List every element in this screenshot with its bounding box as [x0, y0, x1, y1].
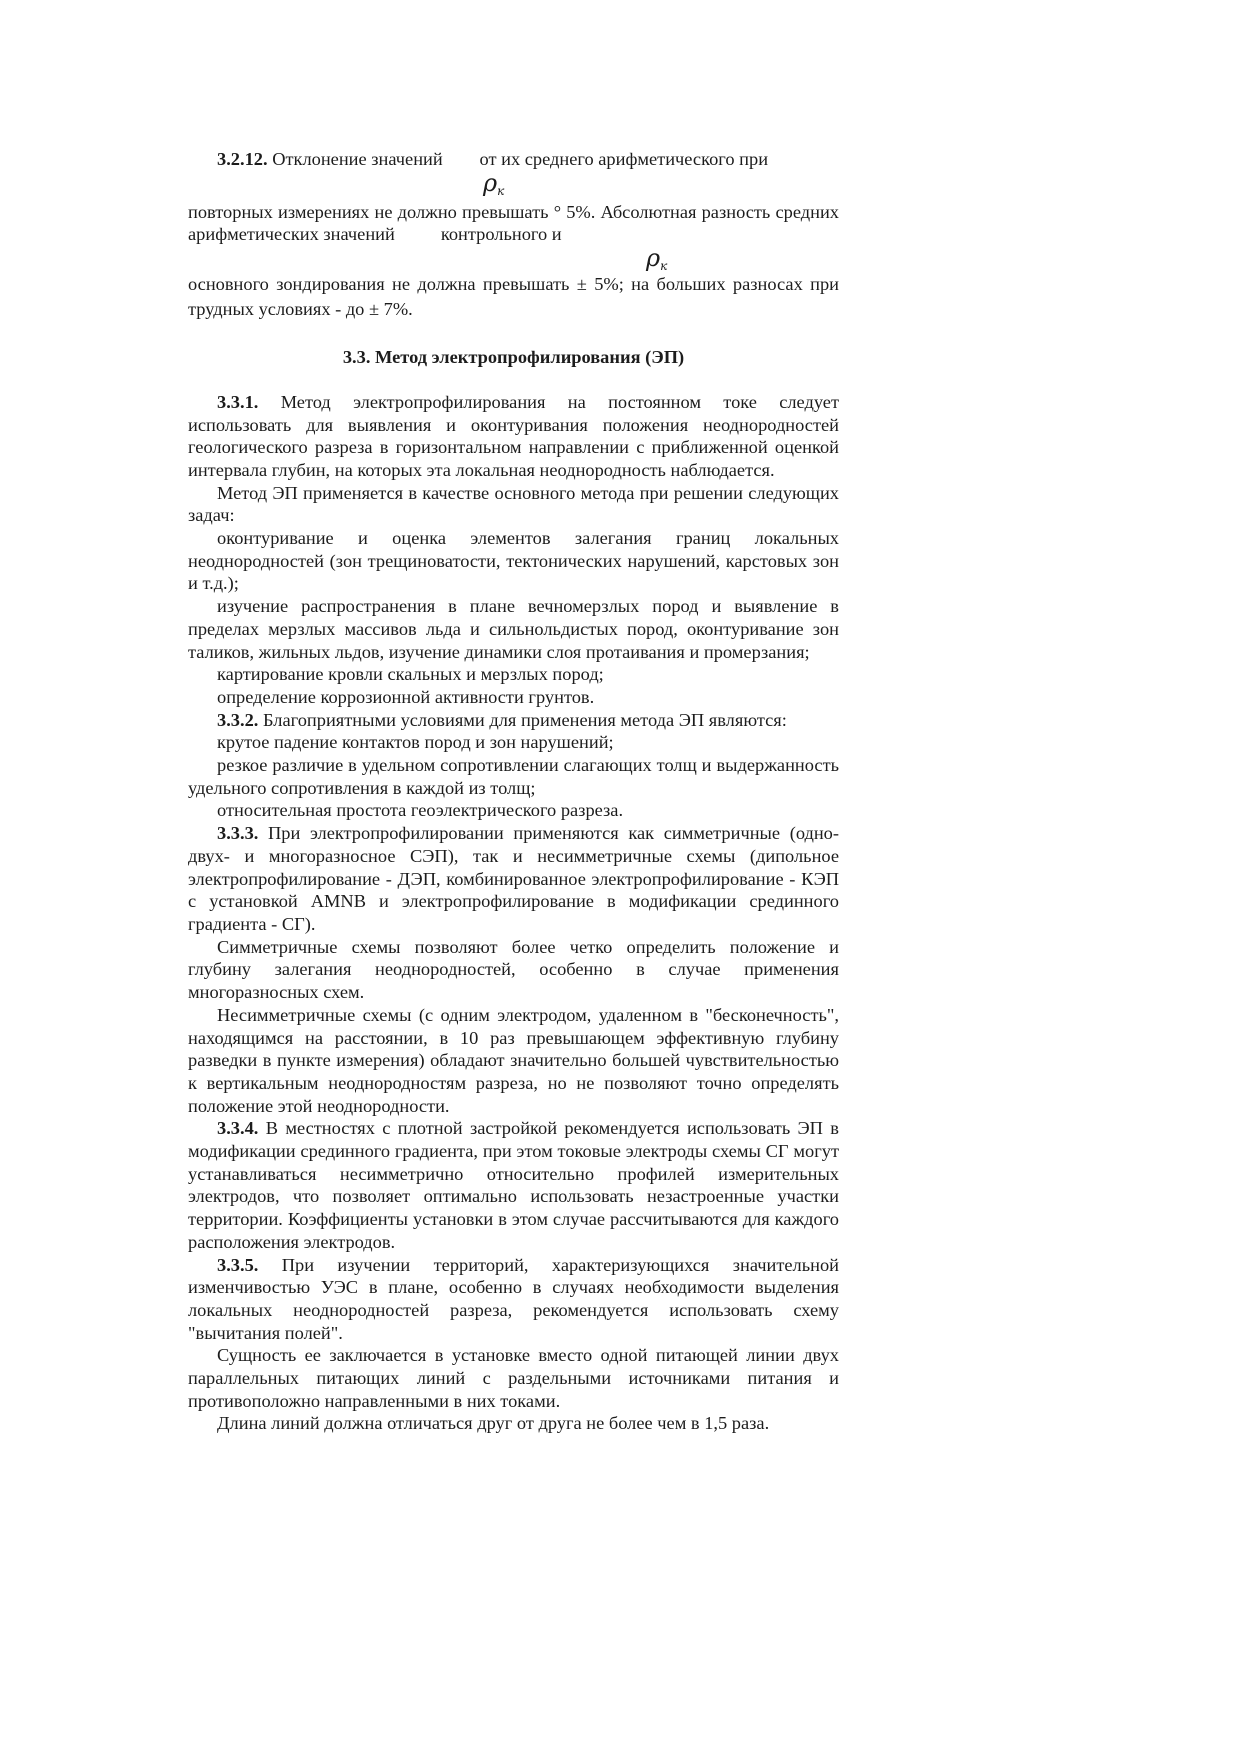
paragraph: [188, 663, 839, 686]
paragraph-text: резкое различие в удельном сопротивлении слагающих толщ и выдержанность удельного сопротивления в каждой из толщ;: [188, 755, 839, 798]
paragraph-text: оконтуривание и оценка элементов залегания границ локальных неоднородностей (зон трещиноватости, тектонических нарушений, карстовых зон и т.д.);: [188, 528, 839, 594]
paragraph-text: Длина линий должна отличаться друг от друга не более чем в 1,5 раза.: [217, 1413, 770, 1434]
paragraph: [188, 799, 839, 822]
paragraph: [188, 936, 839, 1004]
paragraph-3-2-12-line1: [188, 148, 839, 171]
paragraph-3-2-12-line3: основного зондирования не должна превышать ± 5%; на больших разносах при трудных условиях - до ± 7%.: [188, 274, 839, 320]
rho-k-symbol: $\rho_к$: [646, 244, 668, 274]
paragraph-text: Метод ЭП применяется в качестве основного метода при решении следующих задач:: [188, 482, 839, 526]
paragraph: [188, 822, 839, 936]
section-number: 3.3.4.: [217, 1118, 259, 1139]
paragraph-text: Сущность ее заключается в установке вместо одной питающей линии двух параллельных питающих линий с раздельными источниками питания и противоположно направленными в них токами.: [188, 1345, 839, 1411]
section-number: 3.3.5.: [217, 1254, 259, 1275]
document-page: [188, 148, 844, 1435]
paragraph-list: [188, 391, 839, 1435]
paragraph-text: Симметричные схемы позволяют более четко определить положение и глубину залегания неоднородностей, особенно в случае применения многоразносных схем.: [188, 936, 839, 1003]
paragraph-text: При электропрофилировании применяются как симметричные (одно- двух- и многоразносное СЭП), так и несимметричные схемы (дипольное электропрофилирование - ДЭП, комбинированное электропрофилирование - КЭП с установкой AMNB и электропрофилирование в модификации срединного градиента - СГ).: [188, 823, 839, 934]
section-number: 3.2.12.: [217, 149, 268, 169]
paragraph-text: картирование кровли скальных и мерзлых пород;: [217, 664, 604, 685]
paragraph: [188, 1344, 839, 1412]
section-number: 3.3.1.: [217, 391, 259, 412]
paragraph-text: определение коррозионной активности грунтов.: [217, 686, 595, 707]
paragraph: [188, 1254, 839, 1345]
paragraph-text: Несимметричные схемы (с одним электродом, удаленном в "бесконечность", находящимся на расстоянии, в 10 раз превышающем эффективную глубину разведки в пункте измерения) обладают значительно большей чувствительностью к вертикальным неоднородностям разреза, но не позволяют точно определять положение этой неоднородности.: [188, 1004, 839, 1116]
paragraph: [188, 482, 839, 527]
section-heading: 3.3. Метод электропрофилирования (ЭП): [342, 347, 685, 368]
section-number: 3.3.3.: [217, 823, 259, 844]
section-number: 3.3.2.: [217, 709, 259, 730]
paragraph: [188, 731, 839, 754]
paragraph-text: При изучении территорий, характеризующихся значительной изменчивостью УЭС в плане, особенно в случаях необходимости выделения локальных неоднородностей разреза, рекомендуется использовать схему "вычитания полей".: [188, 1254, 839, 1343]
formula-row-1: [188, 168, 839, 201]
spacer: [188, 369, 839, 391]
paragraph: [188, 709, 839, 732]
paragraph-3-2-12-line2: повторных измерениях не должно превышать ° 5%. Абсолютная разность средних арифметических значений контрольного и: [188, 201, 844, 245]
paragraph: [188, 1117, 839, 1253]
paragraph-text: относительная простота геоэлектрического разреза.: [217, 800, 624, 821]
formula-row-2: [188, 246, 839, 272]
paragraph-text: крутое падение контактов пород и зон нарушений;: [217, 732, 614, 753]
rho-k-symbol: $\rho_к$: [483, 168, 505, 198]
paragraph: [188, 1412, 839, 1435]
paragraph: [188, 527, 839, 595]
paragraph: [188, 391, 839, 482]
paragraph: [188, 595, 839, 663]
paragraph-text: изучение распространения в плане вечномерзлых пород и выявление в пределах мерзлых массивов льда и сильнольдистых пород, оконтуривание зон таликов, жильных льдов, изучение динамики слоя протаивания и промерзания;: [188, 596, 839, 662]
paragraph-text: Метод электропрофилирования на постоянном токе следует использовать для выявления и оконтуривания положения неоднородностей геологического разреза в горизонтальном направлении с приближенной оценкой интервала глубин, на которых эта локальная неоднородность наблюдается.: [188, 391, 839, 480]
paragraph-text: Благоприятными условиями для применения метода ЭП являются:: [258, 709, 787, 730]
paragraph-text: В местностях с плотной застройкой рекомендуется использовать ЭП в модификации срединного градиента, при этом токовые электроды схемы СГ могут устанавливаться несимметрично относительно профилей измерительных электродов, что позволяет оптимально использовать незастроенные участки территории. Коэффициенты установки в этом случае рассчитываются для каждого расположения электродов.: [188, 1118, 839, 1252]
spacer: [188, 322, 839, 346]
paragraph: [188, 754, 839, 799]
paragraph-text: Отклонение значений от их среднего арифметического при: [272, 149, 769, 169]
paragraph: [188, 686, 839, 709]
paragraph: [188, 1004, 839, 1118]
